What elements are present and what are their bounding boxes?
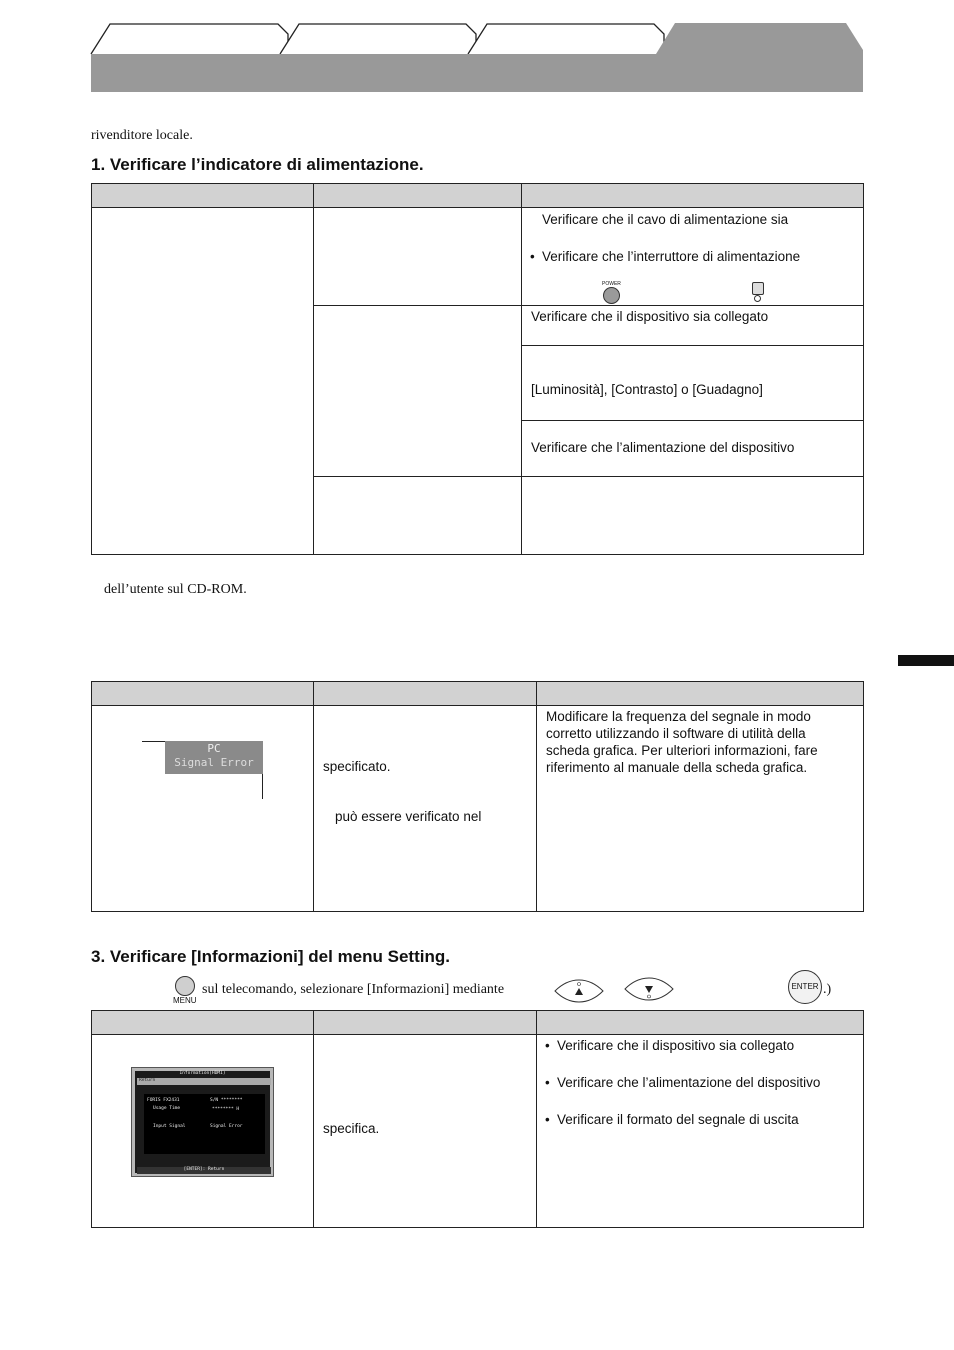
cell-power-switch: Verificare che l’interruttore di alimentazione [542, 249, 801, 264]
menu-button-label: MENU [173, 996, 197, 1005]
cell-device-connected: Verificare che il dispositivo sia collegato [531, 309, 769, 324]
info-bullet-2: Verificare che l’alimentazione del dispositivo [557, 1075, 821, 1090]
table-header [92, 1011, 863, 1035]
info-return: Return [137, 1078, 271, 1085]
standby-symbol-icon [754, 295, 761, 302]
info-title: Information(HDMI) [179, 1071, 226, 1076]
tab-2 [280, 24, 476, 54]
bullet-dot: • [545, 1075, 550, 1090]
info-screen [131, 1067, 274, 1177]
note-cd: dell’utente sul CD-ROM. [104, 582, 247, 597]
intro-text: rivenditore locale. [91, 128, 193, 143]
osd-line1: PC [207, 742, 221, 755]
cell-device-power: Verificare che l’alimentazione del dispositivo [531, 440, 795, 455]
cell-verificato: può essere verificato nel [335, 809, 482, 824]
table-header [92, 184, 863, 208]
instruction-end: .) [823, 982, 832, 997]
power-button-icon [603, 287, 620, 304]
info-usage-label: Usage Time [153, 1106, 181, 1111]
info-usage-value: ******** H [212, 1107, 240, 1112]
enter-button-label: ENTER [791, 982, 819, 991]
osd-line-v [262, 772, 263, 799]
enter-button-icon [788, 970, 822, 1004]
table-power [91, 183, 864, 555]
bullet-dot: • [530, 249, 535, 264]
cell-specifica: specifica. [323, 1121, 380, 1136]
power-button-label: POWER [602, 281, 621, 287]
table-header [92, 682, 863, 706]
instruction-text: sul telecomando, selezionare [Informazioni] mediante [202, 982, 505, 997]
info-input-label: Input Signal [153, 1124, 186, 1129]
info-model: FORIS FX2431 [147, 1098, 180, 1103]
down-button-icon [622, 976, 676, 1002]
up-button-icon [552, 978, 606, 1004]
monitor-power-switch-icon [752, 282, 764, 295]
header-bar [91, 54, 863, 92]
info-bullet-3: Verificare il formato del segnale di uscita [557, 1112, 799, 1127]
cell-luminosity: [Luminosità], [Contrasto] o [Guadagno] [531, 382, 763, 397]
side-tab-marker [898, 655, 954, 666]
info-footer: [ENTER]: Return [137, 1167, 271, 1174]
tab-1 [91, 24, 288, 54]
bullet-dot: • [545, 1038, 550, 1053]
bullet-dot: • [545, 1112, 550, 1127]
osd-line2: Signal Error [174, 756, 254, 769]
info-sn: S/N ******** [210, 1098, 243, 1103]
info-input-value: Signal Error [210, 1124, 243, 1129]
section3-title: 3. Verificare [Informazioni] del menu Setting. [91, 947, 450, 966]
section1-title: 1. Verificare l’indicatore di alimentazione. [91, 155, 424, 174]
tab-3 [468, 24, 664, 54]
info-bullet-1: Verificare che il dispositivo sia collegato [557, 1038, 795, 1053]
cell-power-cable: Verificare che il cavo di alimentazione sia [542, 212, 789, 227]
cell-specificato: specificato. [323, 759, 391, 774]
menu-button-icon [175, 976, 195, 996]
osd-line-h [142, 741, 166, 742]
osd-signal-error [165, 741, 263, 774]
cell-modify-frequency: Modificare la frequenza del segnale in modo corretto utilizzando il software di utilità della scheda grafica. Per ulteriori informazioni, fare riferimento al manuale della scheda grafica. [546, 709, 818, 775]
